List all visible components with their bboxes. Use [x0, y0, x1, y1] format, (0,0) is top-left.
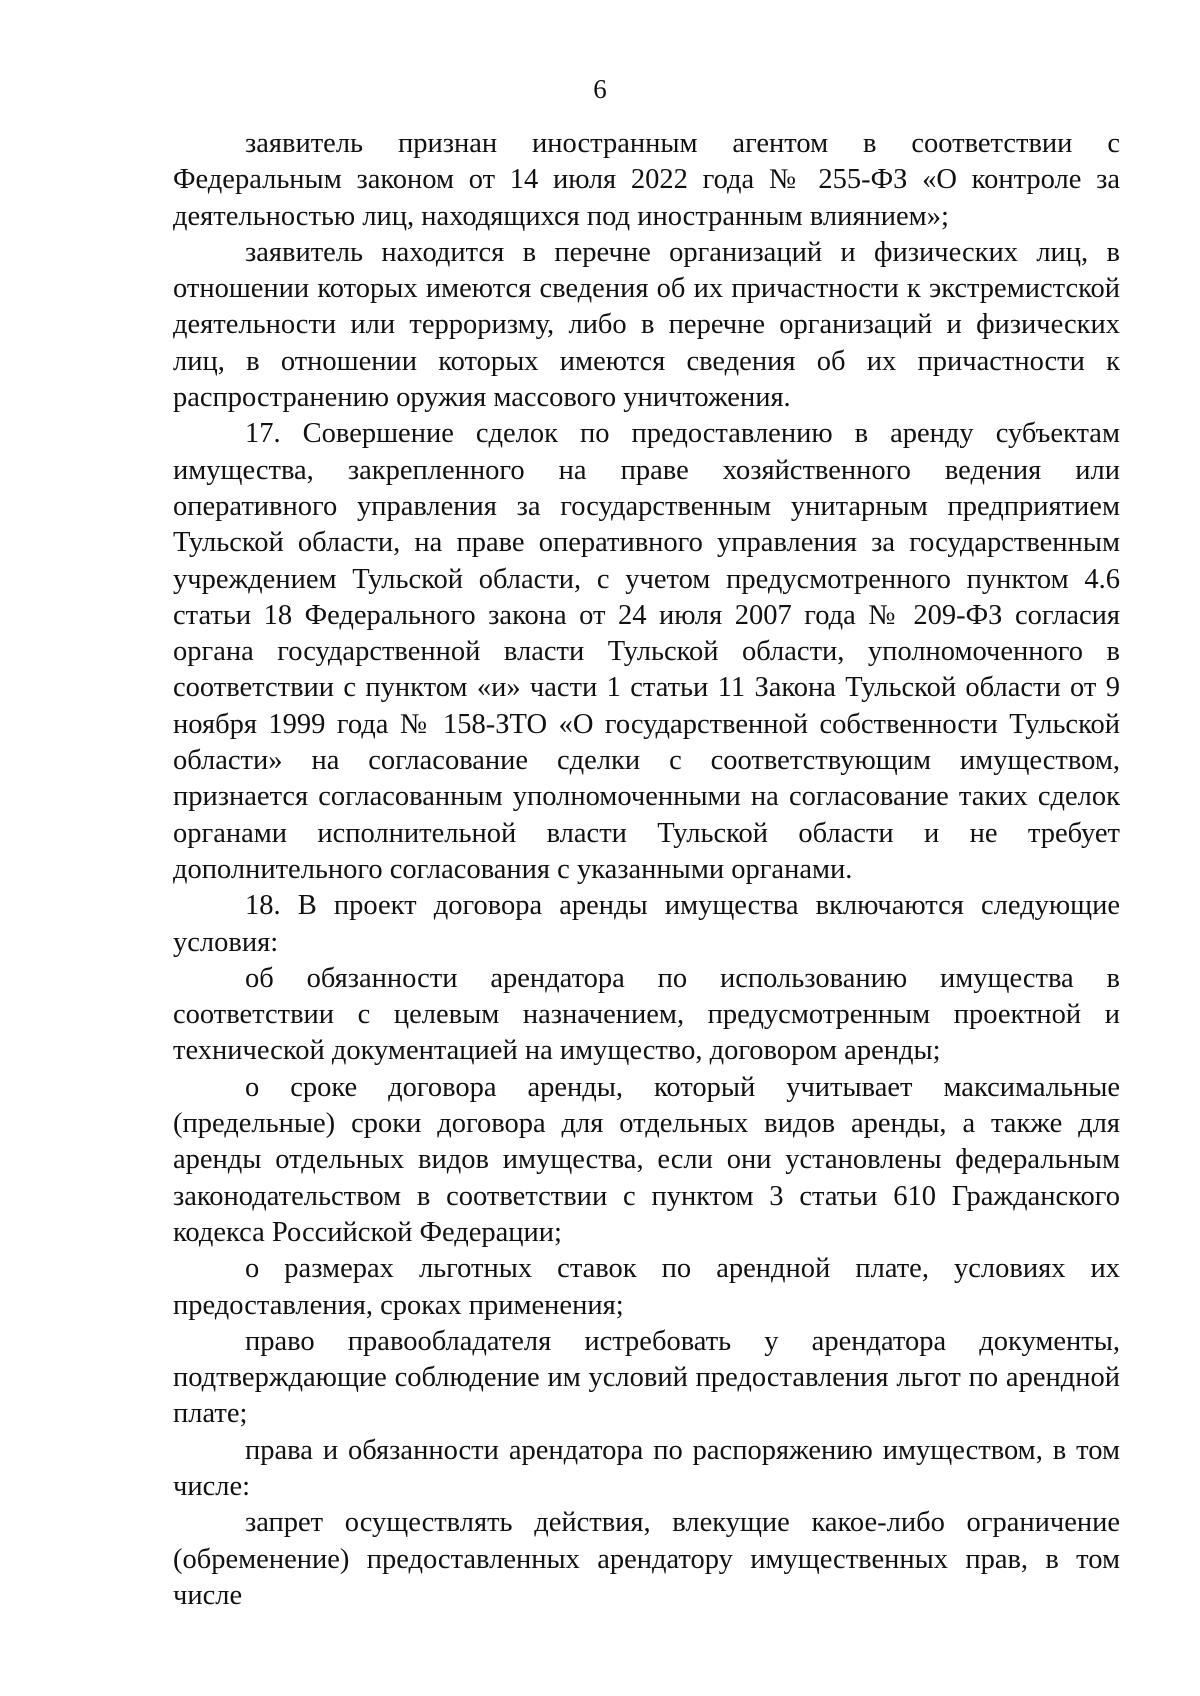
paragraph-item-18: 18. В проект договора аренды имущества включаются следующие условия:: [173, 890, 1120, 958]
page-number: 6: [593, 74, 607, 104]
paragraph-right-to-request-documents: право правообладателя истребовать у арендатора документы, подтверждающие соблюдение им условий предоставления льгот по арендной плате;: [173, 1325, 1120, 1430]
paragraph-foreign-agent: заявитель признан иностранным агентом в соответствии с Федеральным законом от 14 июля 2022 года № 255-ФЗ «О контроле за деятельностью лиц, находящихся под иностранным влиянием»;: [173, 128, 1120, 232]
document-body: [173, 126, 1120, 1614]
paragraph-disposal-rights: права и обязанности арендатора по распоряжению имуществом, в том числе:: [173, 1434, 1120, 1502]
paragraph-purpose-obligation: об обязанности арендатора по использованию имущества в соответствии с целевым назначением, предусмотренным проектной и технической документацией на имущество, договором аренды;: [173, 962, 1120, 1067]
paragraph-extremism-list: заявитель находится в перечне организаций и физических лиц, в отношении которых имеются сведения об их причастности к экстремистской деятельности или терроризму, либо в перечне организаций и физических лиц, в отношении которых имеются сведения об их причастности к распространению оружия массового уничтожения.: [173, 236, 1120, 414]
paragraph-item-17: 17. Совершение сделок по предоставлению в аренду субъектам имущества, закрепленного на праве хозяйственного ведения или оперативного управления за государственным унитарным предприятием Тульской области, на праве оперативного управления за государственным учреждением Тульской области, с учетом предусмотренного пунктом 4.6 статьи 18 Федерального закона от 24 июля 2007 года № 209-ФЗ согласия органа государственной власти Тульской области, уполномоченного в соответствии с пунктом «и» части 1 статьи 11 Закона Тульской области от 9 ноября 1999 года № 158-ЗТО «О государственной собственности Тульской области» на согласование сделки с соответствующим имуществом, признается согласованным уполномоченными на согласование таких сделок органами исполнительной власти Тульской области и не требует дополнительного согласования с указанными органами.: [173, 418, 1120, 885]
paragraph-encumbrance-prohibition: запрет осуществлять действия, влекущие какое-либо ограничение (обременение) предоставленных арендатору имущественных прав, в том числе: [173, 1507, 1120, 1611]
paragraph-lease-term: о сроке договора аренды, который учитывает максимальные (предельные) сроки договора для отдельных видов аренды, а также для аренды отдельных видов имущества, если они установлены федеральным законодательством в соответствии с пунктом 3 статьи 610 Гражданского кодекса Российской Федерации;: [173, 1071, 1120, 1248]
paragraph-preferential-rates: о размерах льготных ставок по арендной плате, условиях их предоставления, сроках применения;: [173, 1253, 1120, 1321]
